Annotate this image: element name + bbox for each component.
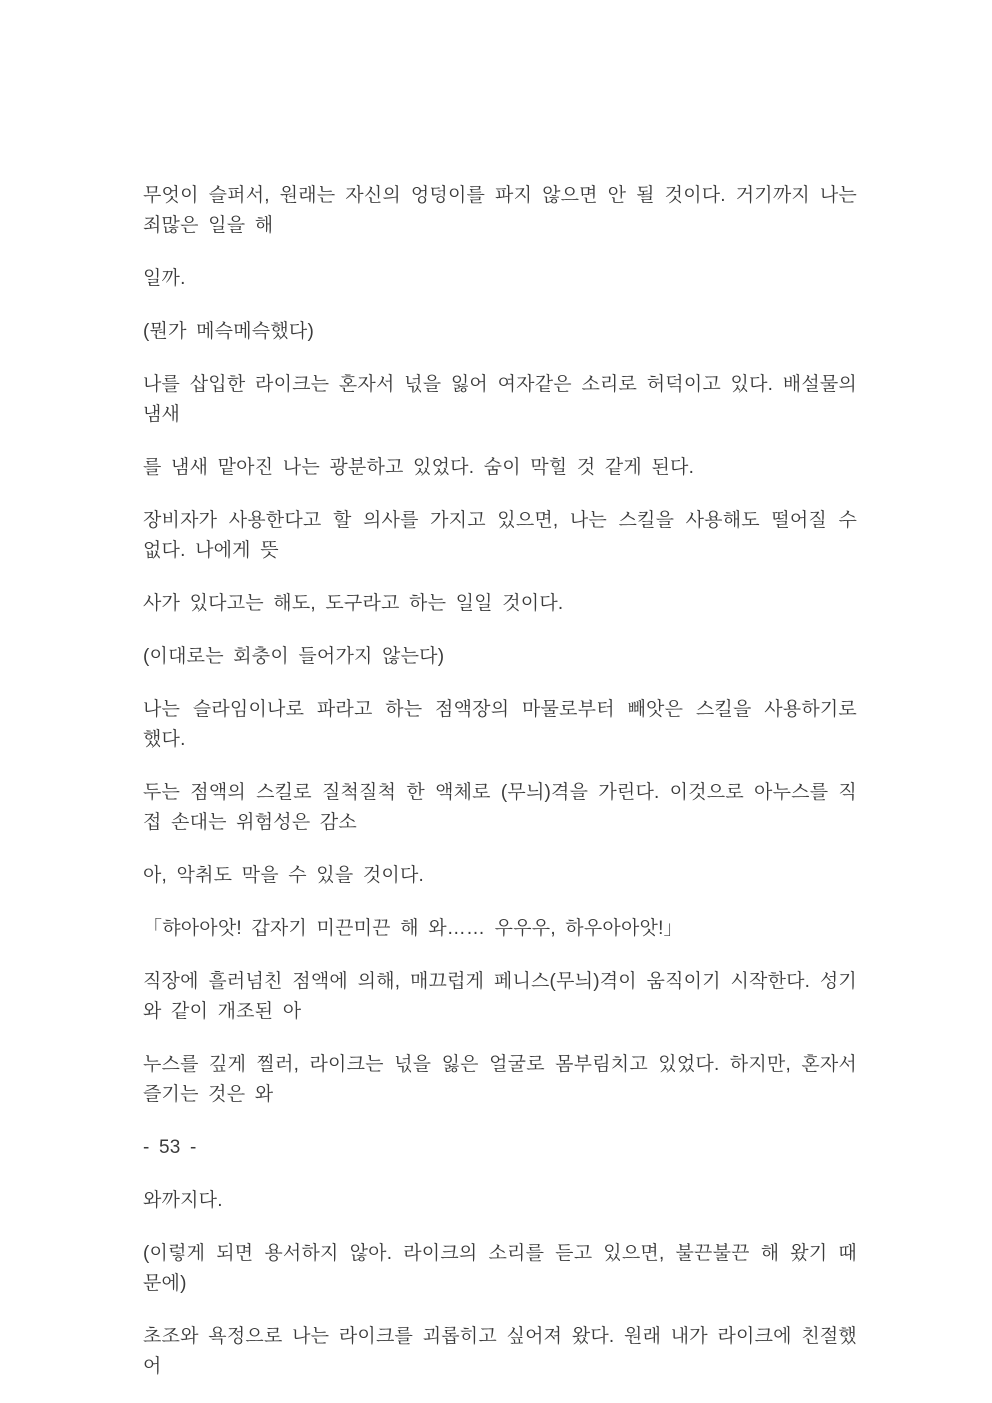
paragraph: 두는 점액의 스킬로 질척질척 한 액체로 (무늬)격을 가린다. 이것으로 아누스를 직접 손대는 위험성은 감소 bbox=[143, 782, 857, 833]
paragraph: 일까. bbox=[143, 268, 186, 289]
paragraph: (이렇게 되면 용서하지 않아. 라이크의 소리를 듣고 있으면, 불끈불끈 해 왔기 때문에) bbox=[143, 1243, 857, 1294]
paragraph: 누스를 깊게 찔러, 라이크는 넋을 잃은 얼굴로 몸부림치고 있었다. 하지만, 혼자서 즐기는 것은 와 bbox=[143, 1054, 857, 1105]
paragraph: 장비자가 사용한다고 할 의사를 가지고 있으면, 나는 스킬을 사용해도 떨어질 수 없다. 나에게 뜻 bbox=[143, 510, 857, 561]
paragraph: 초조와 욕정으로 나는 라이크를 괴롭히고 싶어져 왔다. 원래 내가 라이크에 친절했어 bbox=[143, 1326, 857, 1377]
paragraph: 나를 삽입한 라이크는 혼자서 넋을 잃어 여자같은 소리로 허덕이고 있다. 배설물의 냄새 bbox=[143, 374, 857, 425]
document-body bbox=[143, 181, 857, 1382]
paragraph: 「햐아아앗! 갑자기 미끈미끈 해 와…… 우우우, 하우아아앗!」 bbox=[143, 918, 683, 939]
paragraph: 직장에 흘러넘친 점액에 의해, 매끄럽게 페니스(무늬)격이 움직이기 시작한다. 성기와 같이 개조된 아 bbox=[143, 971, 857, 1022]
paragraph: (뭔가 메슥메슥했다) bbox=[143, 321, 314, 342]
paragraph: 사가 있다고는 해도, 도구라고 하는 일일 것이다. bbox=[143, 593, 564, 614]
paragraph: 를 냄새 맡아진 나는 광분하고 있었다. 숨이 막힐 것 같게 된다. bbox=[143, 457, 695, 478]
paragraph: 아, 악취도 막을 수 있을 것이다. bbox=[143, 865, 425, 886]
paragraph: 무엇이 슬퍼서, 원래는 자신의 엉덩이를 파지 않으면 안 될 것이다. 거기까지 나는 죄많은 일을 해 bbox=[143, 185, 857, 236]
paragraph: 나는 슬라임이나로 파라고 하는 점액장의 마물로부터 빼앗은 스킬을 사용하기로 했다. bbox=[143, 699, 857, 750]
paragraph: 와까지다. bbox=[143, 1190, 223, 1211]
paragraph: (이대로는 회충이 들어가지 않는다) bbox=[143, 646, 445, 667]
page-number: - 53 - bbox=[143, 1137, 197, 1158]
